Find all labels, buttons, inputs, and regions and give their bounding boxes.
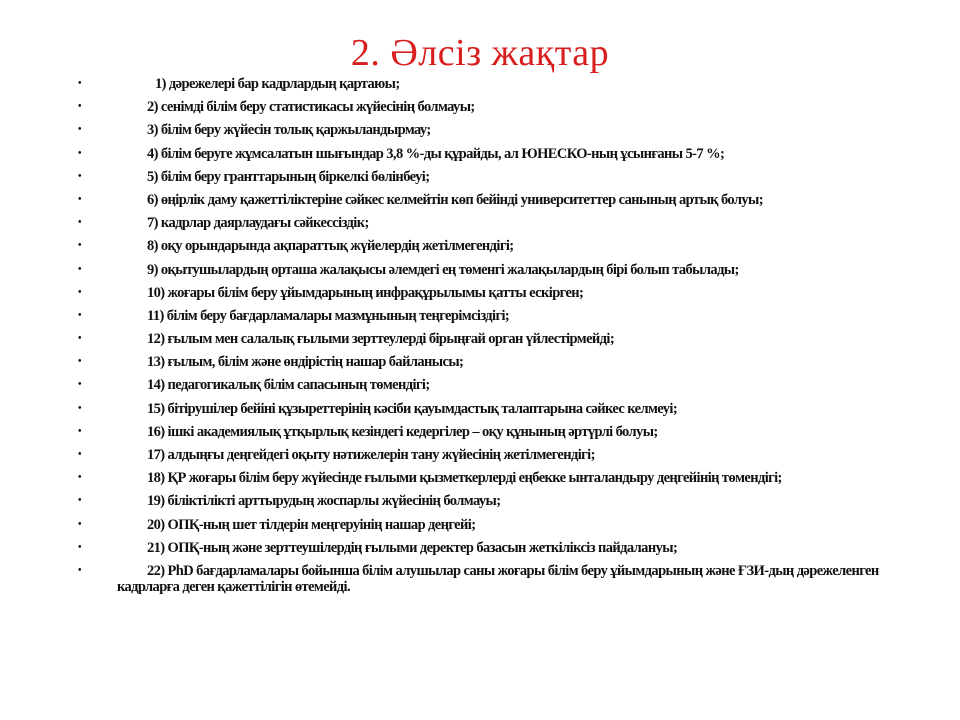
bullet-icon: • xyxy=(78,147,81,159)
list-item-text: 9) оқытушылардың орташа жалақысы әлемдегі ең төменгі жалақылардың бірі болып табылады; xyxy=(147,261,739,278)
list-item xyxy=(78,146,908,162)
bullet-icon: • xyxy=(78,78,81,89)
list-item xyxy=(78,192,908,208)
bullet-icon: • xyxy=(78,402,81,414)
bullet-icon: • xyxy=(78,379,81,391)
weakness-list xyxy=(78,76,908,602)
list-item xyxy=(78,99,908,115)
list-item xyxy=(78,540,908,556)
list-item xyxy=(78,424,908,440)
bullet-icon: • xyxy=(78,425,81,437)
list-item xyxy=(78,447,908,463)
list-item xyxy=(78,354,908,370)
list-item-text: 17) алдыңғы деңгейдегі оқыту нәтижелерін тану жүйесінің жетілмегендігі; xyxy=(147,447,595,463)
bullet-icon: • xyxy=(78,170,81,182)
bullet-icon: • xyxy=(78,101,81,113)
list-item xyxy=(78,331,908,347)
bullet-icon: • xyxy=(78,263,81,275)
list-item xyxy=(78,76,908,92)
list-item-text: 10) жоғары білім беру ұйымдарының инфрақұрылымы қатты ескірген; xyxy=(147,284,584,301)
bullet-icon: • xyxy=(78,309,81,321)
list-item-text: 21) ОПҚ-ның және зерттеушілердің ғылыми деректер базасын жеткіліксіз пайдалануы; xyxy=(147,539,678,556)
list-item-text: 16) ішкі академиялық ұтқырлық кезіндегі кедергілер – оқу құнының әртүрлі болуы; xyxy=(147,423,658,440)
list-item-text: 18) ҚР жоғары білім беру жүйесінде ғылыми қызметкерлерді еңбекке ынталандыру деңгейінің төмендігі; xyxy=(147,470,782,487)
slide-title: 2. Әлсіз жақтар xyxy=(350,32,610,74)
bullet-icon: • xyxy=(78,564,81,576)
list-item-text: 22) PhD бағдарламалары бойынша білім алушылар саны жоғары білім беру ұйымдарының және ҒЗИ-дың дәрежеленген кадрларға деген қажеттілігін өтемейді. xyxy=(117,562,879,595)
list-item xyxy=(78,401,908,417)
bullet-icon: • xyxy=(78,286,81,298)
list-item xyxy=(78,493,908,509)
list-item xyxy=(78,563,908,595)
bullet-icon: • xyxy=(78,472,81,484)
list-item xyxy=(78,238,908,254)
list-item xyxy=(78,262,908,278)
bullet-icon: • xyxy=(78,449,81,460)
list-item-text: 15) бітірушілер бейіні құзыреттерінің кәсіби қауымдастық талаптарына сәйкес келмеуі; xyxy=(147,400,678,417)
list-item xyxy=(78,517,908,533)
list-item-text: 5) білім беру гранттарының біркелкі бөлінбеуі; xyxy=(147,168,430,185)
list-item-text: 3) білім беру жүйесін толық қаржыландырмау; xyxy=(147,122,431,139)
bullet-icon: • xyxy=(78,333,81,345)
bullet-icon: • xyxy=(78,495,81,507)
list-item xyxy=(78,308,908,324)
bullet-icon: • xyxy=(78,193,81,205)
list-item-text: 7) кадрлар даярлаудағы сәйкессіздік; xyxy=(147,215,369,232)
list-item-text: 12) ғылым мен салалық ғылыми зерттеулерді бірыңғай орган үйлестірмейді; xyxy=(147,331,615,348)
list-item-text: 19) біліктілікті арттырудың жоспарлы жүйесінің болмауы; xyxy=(147,493,501,510)
bullet-icon: • xyxy=(78,240,81,252)
list-item xyxy=(78,377,908,393)
list-item xyxy=(78,470,908,486)
bullet-icon: • xyxy=(78,541,81,553)
list-item xyxy=(78,169,908,185)
list-item-text: 1) дәрежелері бар кадрлардың қартаюы; xyxy=(155,76,400,92)
bullet-icon: • xyxy=(78,124,81,136)
bullet-icon: • xyxy=(78,356,81,368)
list-item-text: 11) білім беру бағдарламалары мазмұнының теңгерімсіздігі; xyxy=(147,307,510,324)
list-item-text: 14) педагогикалық білім сапасының төмендігі; xyxy=(147,377,430,394)
list-item-text: 6) өңірлік даму қажеттіліктеріне сәйкес келмейтін көп бейінді университеттер санының артық болуы; xyxy=(147,191,764,208)
list-item-text: 2) сенімді білім беру статистикасы жүйесінің болмауы; xyxy=(147,99,475,116)
list-item-text: 13) ғылым, білім және өндірістің нашар байланысы; xyxy=(147,354,464,371)
list-item xyxy=(78,215,908,231)
list-item xyxy=(78,285,908,301)
bullet-icon: • xyxy=(78,518,81,530)
list-item-text: 4) білім беруге жұмсалатын шығындар 3,8 %-ды құрайды, ал ЮНЕСКО-ның ұсынғаны 5-7 %; xyxy=(147,145,725,162)
list-item xyxy=(78,122,908,138)
list-item-text: 8) оқу орындарында ақпараттық жүйелердің жетілмегендігі; xyxy=(147,238,514,255)
list-item-text: 20) ОПҚ-ның шет тілдерін меңгеруінің нашар деңгейі; xyxy=(147,516,476,533)
bullet-icon: • xyxy=(78,217,81,229)
